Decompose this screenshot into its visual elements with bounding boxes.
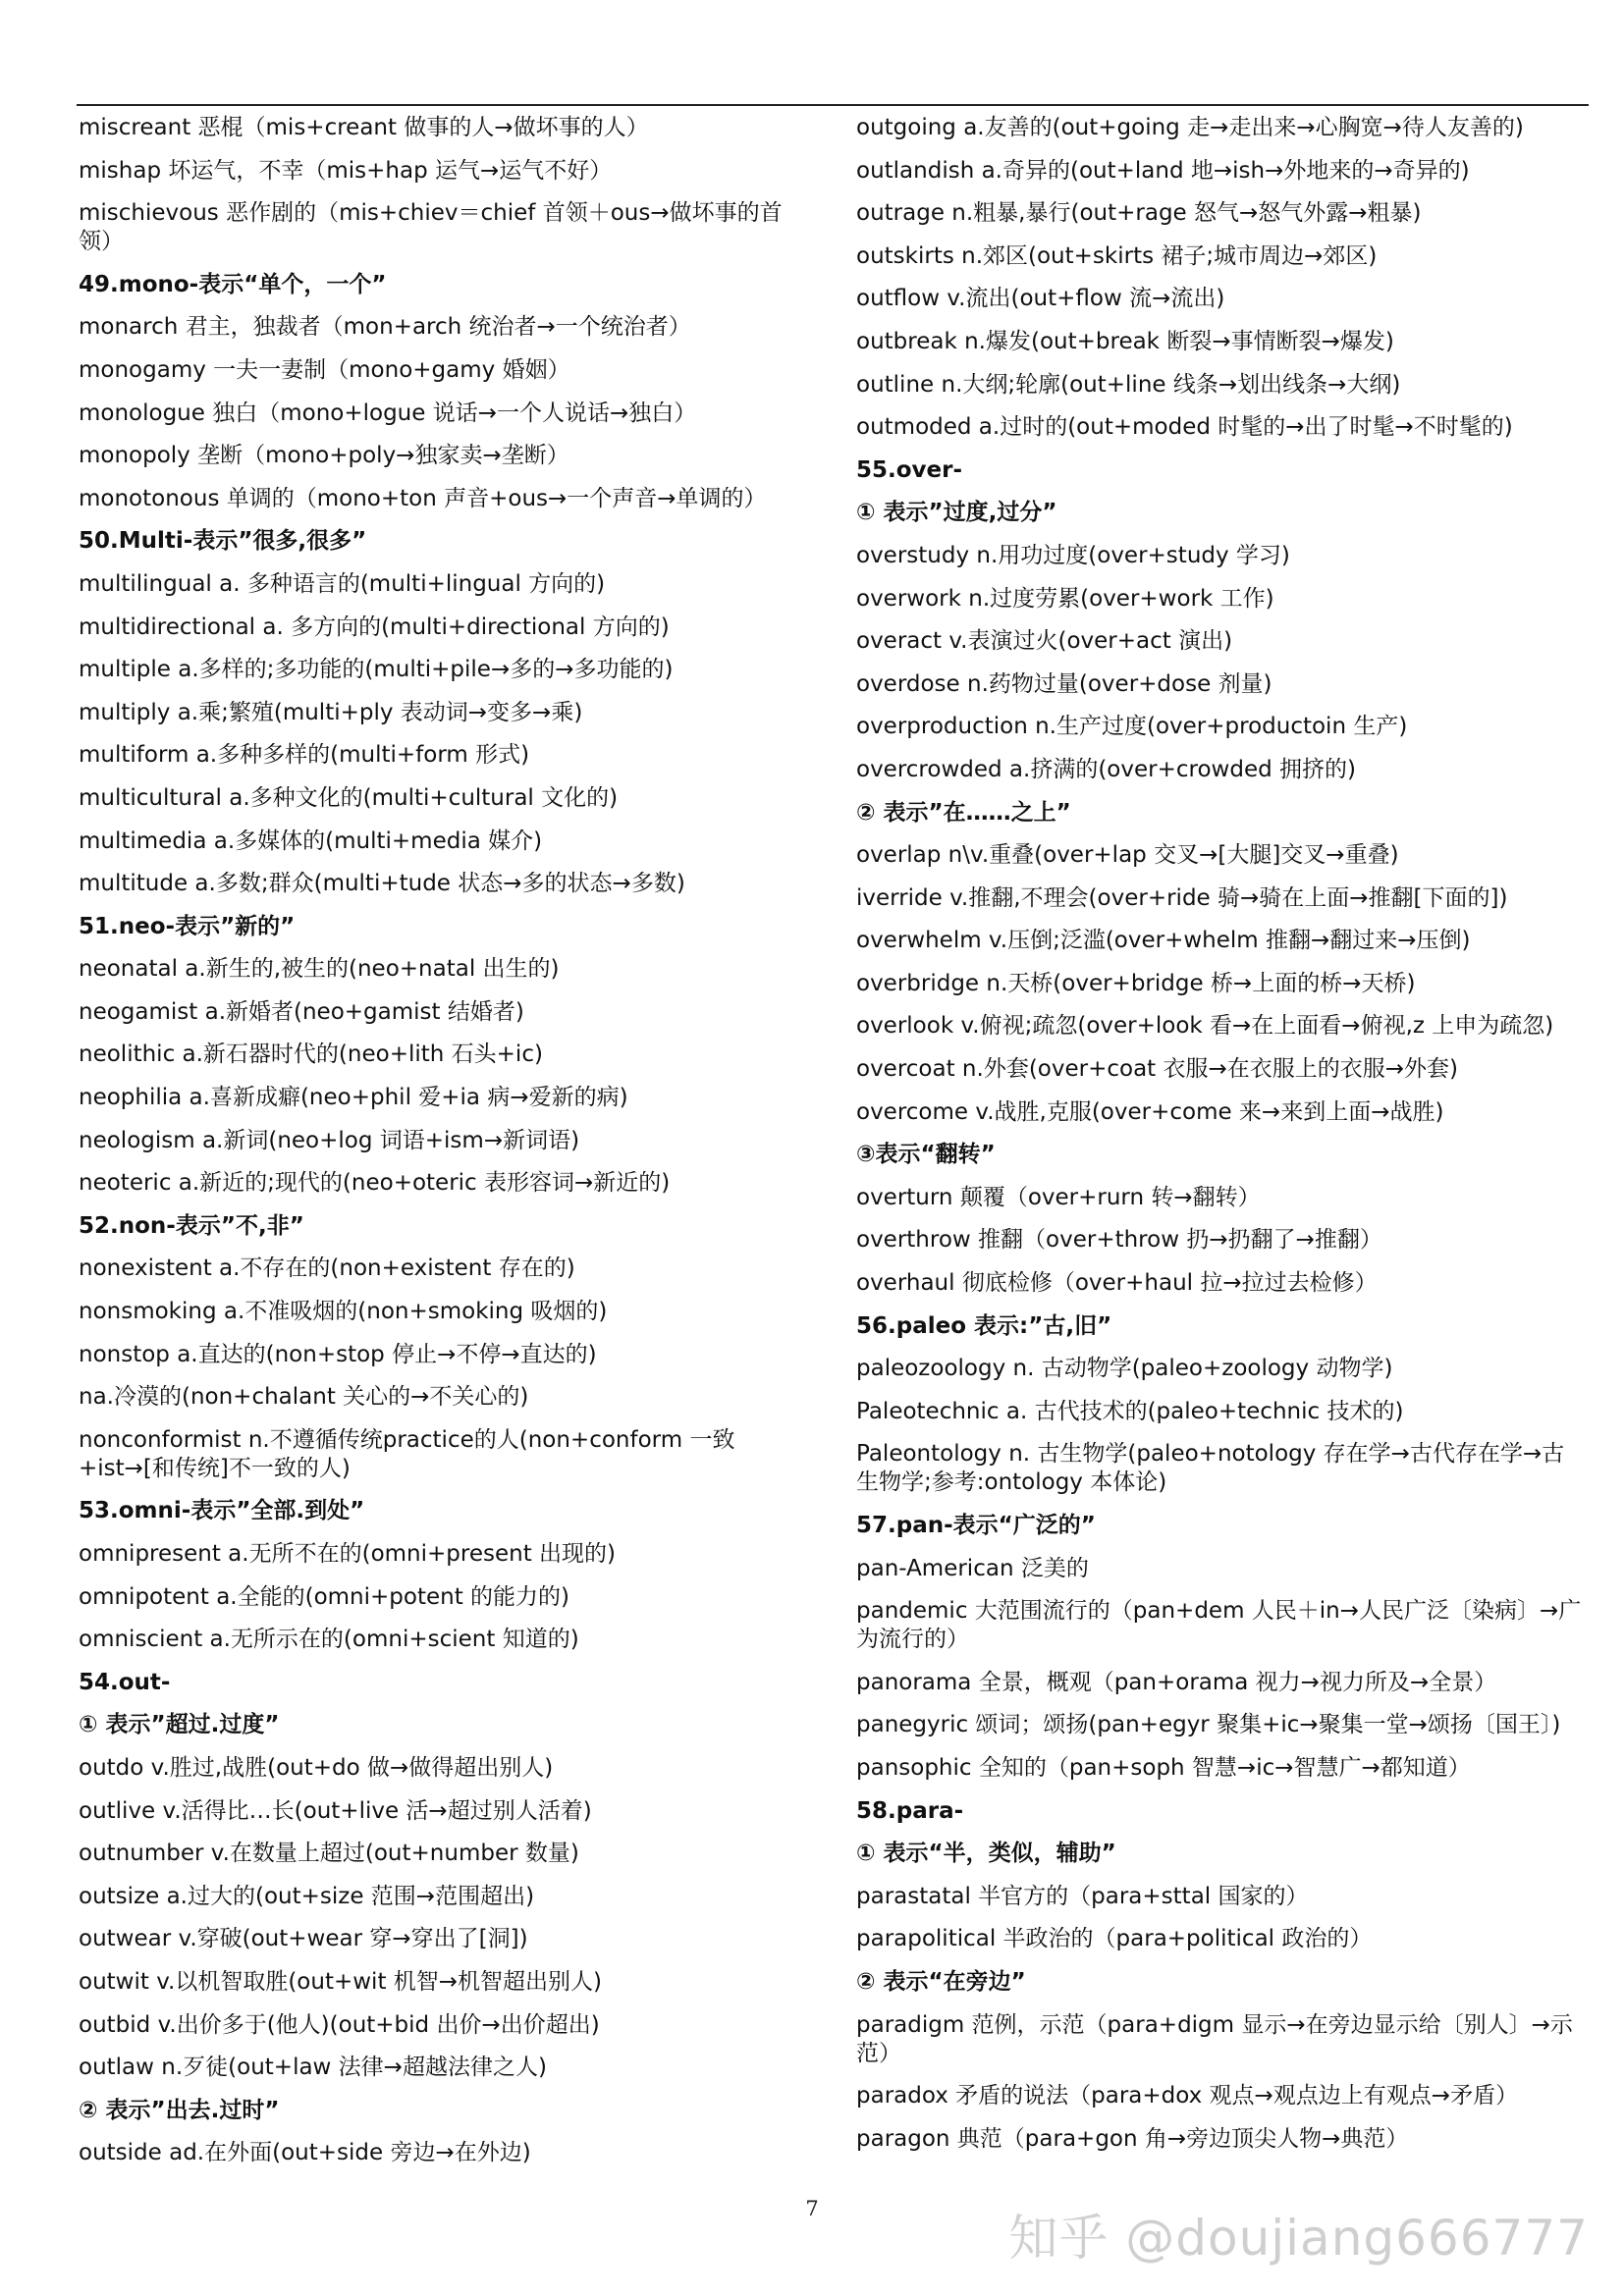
entry-line: outnumber v.在数量上超过(out+number 数量): [79, 1841, 579, 1867]
entry-line: outwit v.以机智取胜(out+wit 机智→机智超出别人): [79, 1968, 603, 1995]
entry-line: multiply a.乘;繁殖(multi+ply 表动词→变多→乘): [79, 699, 583, 725]
entry-line: overwhelm v.压倒;泛滥(over+whelm 推翻→翻过来→压倒): [856, 928, 1471, 954]
right-column: [856, 114, 1583, 2167]
entry-line: multiform a.多种多样的(multi+form 形式): [79, 742, 530, 769]
entry-line: overcoat n.外套(over+coat 衣服→在衣服上的衣服→外套): [856, 1056, 1459, 1083]
entry-line: outwear v.穿破(out+wear 穿→穿出了[洞]): [79, 1926, 528, 1952]
entry-line: omnipotent a.全能的(omni+potent 的能力的): [79, 1583, 570, 1610]
entry-line: overbridge n.天桥(over+bridge 桥→上面的桥→天桥): [856, 970, 1416, 996]
entry-line: overstudy n.用功过度(over+study 学习): [856, 542, 1290, 568]
entry-line: pansophic 全知的（pan+soph 智慧→ic→智慧广→都知道）: [856, 1754, 1471, 1781]
entry-line: nonstop a.直达的(non+stop 停止→不停→直达的): [79, 1341, 597, 1367]
entry-line: overcome v.战胜,克服(over+come 来→来到上面→战胜): [856, 1098, 1444, 1125]
entry-line: overhaul 彻底检修（over+haul 拉→拉过去检修）: [856, 1270, 1378, 1297]
entry-line: multitude a.多数;群众(multi+tude 状态→多的状态→多数): [79, 871, 685, 897]
entry-line: mishap 坏运气，不幸（mis+hap 运气→运气不好）: [79, 157, 613, 184]
section-heading: ② 表示”在……之上”: [856, 799, 1071, 826]
entry-line: outrage n.粗暴,暴行(out+rage 怒气→怒气外露→粗暴): [856, 200, 1422, 227]
section-heading: 55.over-: [856, 456, 963, 483]
section-heading: 52.non-表示”不,非”: [79, 1212, 304, 1239]
entry-line: nonsmoking a.不准吸烟的(non+smoking 吸烟的): [79, 1299, 608, 1325]
entry-line: paradigm 范例，示范（para+digm 显示→在旁边显示给〔别人〕→示范）: [856, 2011, 1573, 2066]
entry-line: omnipresent a.无所不在的(omni+present 出现的): [79, 1541, 616, 1567]
entry-line: nonconformist n.不遵循传统practice的人(non+conform 一致+ist→[和传统]不一致的人): [79, 1426, 735, 1481]
top-rule: [77, 104, 1589, 106]
entry-line: outmoded a.过时的(out+moded 时髦的→出了时髦→不时髦的): [856, 414, 1513, 441]
entry-line: parapolitical 半政治的（para+political 政治的）: [856, 1926, 1373, 1952]
entry-line: multiple a.多样的;多功能的(multi+pile→多的→多功能的): [79, 657, 674, 683]
entry-line: multilingual a. 多种语言的(multi+lingual 方向的): [79, 570, 606, 597]
entry-line: Paleontology n. 古生物学(paleo+notology 存在学→古代存在学→古生物学;参考:ontology 本体论): [856, 1441, 1565, 1496]
entry-line: panegyric 颂词；颂扬(pan+egyr 聚集+ic→聚集一堂→颂扬〔国王〕): [856, 1712, 1561, 1738]
entry-line: outbreak n.爆发(out+break 断裂→事情断裂→爆发): [856, 328, 1394, 354]
entry-line: omniscient a.无所示在的(omni+scient 知道的): [79, 1627, 579, 1653]
entry-line: paragon 典范（para+gon 角→旁边顶尖人物→典范）: [856, 2125, 1409, 2152]
entry-line: outskirts n.郊区(out+skirts 裙子;城市周边→郊区): [856, 242, 1378, 269]
left-column: [79, 114, 805, 2182]
entry-line: multidirectional a. 多方向的(multi+directional 方向的): [79, 614, 670, 640]
entry-line: pandemic 大范围流行的（pan+dem 人民＋in→人民广泛〔染病〕→广为流行的）: [856, 1598, 1582, 1653]
entry-line: overwork n.过度劳累(over+work 工作): [856, 585, 1274, 612]
watermark: 知乎 @doujiang666777: [1008, 2210, 1589, 2267]
entry-line: paleozoology n. 古动物学(paleo+zoology 动物学): [856, 1356, 1393, 1382]
entry-line: neonatal a.新生的,被生的(neo+natal 出生的): [79, 956, 560, 983]
entry-line: outgoing a.友善的(out+going 走→走出来→心胸宽→待人友善的): [856, 115, 1524, 140]
entry-line: outbid v.出价多于(他人)(out+bid 出价→出价超出): [79, 2011, 600, 2038]
section-heading: ② 表示“在旁边”: [856, 1968, 1026, 1995]
entry-line: outlandish a.奇异的(out+land 地→ish→外地来的→奇异的): [856, 157, 1470, 184]
entry-line: parastatal 半官方的（para+sttal 国家的）: [856, 1883, 1309, 1909]
entry-line: overact v.表演过火(over+act 演出): [856, 628, 1233, 655]
entry-line: paradox 矛盾的说法（para+dox 观点→观点边上有观点→矛盾）: [856, 2083, 1519, 2109]
entry-line: overthrow 推翻（over+throw 扔→扔翻了→推翻）: [856, 1227, 1382, 1254]
entry-line: overdose n.药物过量(over+dose 剂量): [856, 670, 1272, 697]
entry-line: monologue 独白（mono+logue 说话→一个人说话→独白）: [79, 400, 697, 426]
entry-line: mischievous 恶作剧的（mis+chiev＝chief 首领＋ous→做坏事的首领）: [79, 200, 783, 255]
entry-line: nonexistent a.不存在的(non+existent 存在的): [79, 1255, 575, 1282]
entry-line: outflow v.流出(out+flow 流→流出): [856, 286, 1225, 312]
entry-line: outdo v.胜过,战胜(out+do 做→做得超出别人): [79, 1754, 554, 1781]
entry-line: overproduction n.生产过度(over+productoin 生产): [856, 714, 1408, 740]
entry-line: outlaw n.歹徒(out+law 法律→超越法律之人): [79, 2055, 547, 2081]
section-heading: ① 表示”过度,过分”: [856, 500, 1057, 526]
entry-line: overturn 颠覆（over+rurn 转→翻转）: [856, 1184, 1261, 1210]
entry-line: outsize a.过大的(out+size 范围→范围超出): [79, 1883, 535, 1909]
entry-line: multimedia a.多媒体的(multi+media 媒介): [79, 828, 543, 854]
entry-line: neophilia a.喜新成癖(neo+phil 爱+ia 病→爱新的病): [79, 1085, 628, 1111]
entry-line: monarch 君主，独裁者（mon+arch 统治者→一个统治者）: [79, 314, 691, 341]
entry-line: Paleotechnic a. 古代技术的(paleo+technic 技术的): [856, 1398, 1404, 1424]
entry-line: neolithic a.新石器时代的(neo+lith 石头+ic): [79, 1041, 543, 1068]
entry-line: iverride v.推翻,不理会(over+ride 骑→骑在上面→推翻[下面的]): [856, 884, 1508, 911]
section-heading: 56.paleo 表示:”古,旧”: [856, 1312, 1112, 1339]
entry-line: overlook v.俯视;疏忽(over+look 看→在上面看→俯视,z 上申为疏忽): [856, 1013, 1554, 1040]
entry-line: miscreant 恶棍（mis+creant 做事的人→做坏事的人）: [79, 115, 649, 140]
entry-line: outside ad.在外面(out+side 旁边→在外边): [79, 2140, 531, 2166]
section-heading: ② 表示”出去.过时”: [79, 2097, 280, 2123]
entry-line: multicultural a.多种文化的(multi+cultural 文化的): [79, 784, 619, 811]
entry-line: outline n.大纲;轮廓(out+line 线条→划出线条→大纲): [856, 371, 1401, 398]
section-heading: 49.mono-表示“单个，一个”: [79, 271, 387, 297]
entry-line: overcrowded a.挤满的(over+crowded 拥挤的): [856, 756, 1356, 782]
entry-line: monopoly 垄断（mono+poly→独家卖→垄断）: [79, 443, 569, 469]
entry-line: na.冷漠的(non+chalant 关心的→不关心的): [79, 1384, 529, 1411]
section-heading: ① 表示”超过.过度”: [79, 1712, 280, 1738]
entry-line: overlap n\v.重叠(over+lap 交叉→[大腿]交叉→重叠): [856, 842, 1399, 869]
entry-line: monotonous 单调的（mono+ton 声音+ous→一个声音→单调的）: [79, 485, 767, 511]
entry-line: neologism a.新词(neo+log 词语+ism→新词语): [79, 1127, 580, 1153]
section-heading: ③表示“翻转”: [856, 1142, 996, 1168]
entry-line: neoteric a.新近的;现代的(neo+oteric 表形容词→新近的): [79, 1170, 671, 1197]
section-heading: 54.out-: [79, 1669, 171, 1695]
section-heading: 53.omni-表示”全部.到处”: [79, 1498, 365, 1524]
section-heading: 58.para-: [856, 1797, 964, 1824]
entry-line: monogamy 一夫一妻制（mono+gamy 婚姻）: [79, 356, 570, 383]
page-number: 7: [805, 2197, 819, 2220]
entry-line: neogamist a.新婚者(neo+gamist 结婚者): [79, 998, 524, 1025]
entry-line: pan-American 泛美的: [856, 1555, 1089, 1581]
entry-line: outlive v.活得比…长(out+live 活→超过别人活着): [79, 1797, 592, 1824]
section-heading: 51.neo-表示”新的”: [79, 913, 296, 939]
section-heading: ① 表示“半，类似，辅助”: [856, 1841, 1116, 1867]
section-heading: 57.pan-表示“广泛的”: [856, 1513, 1096, 1538]
entry-line: panorama 全景，概观（pan+orama 视力→视力所及→全景）: [856, 1669, 1497, 1695]
section-heading: 50.Multi-表示”很多,很多”: [79, 528, 367, 555]
